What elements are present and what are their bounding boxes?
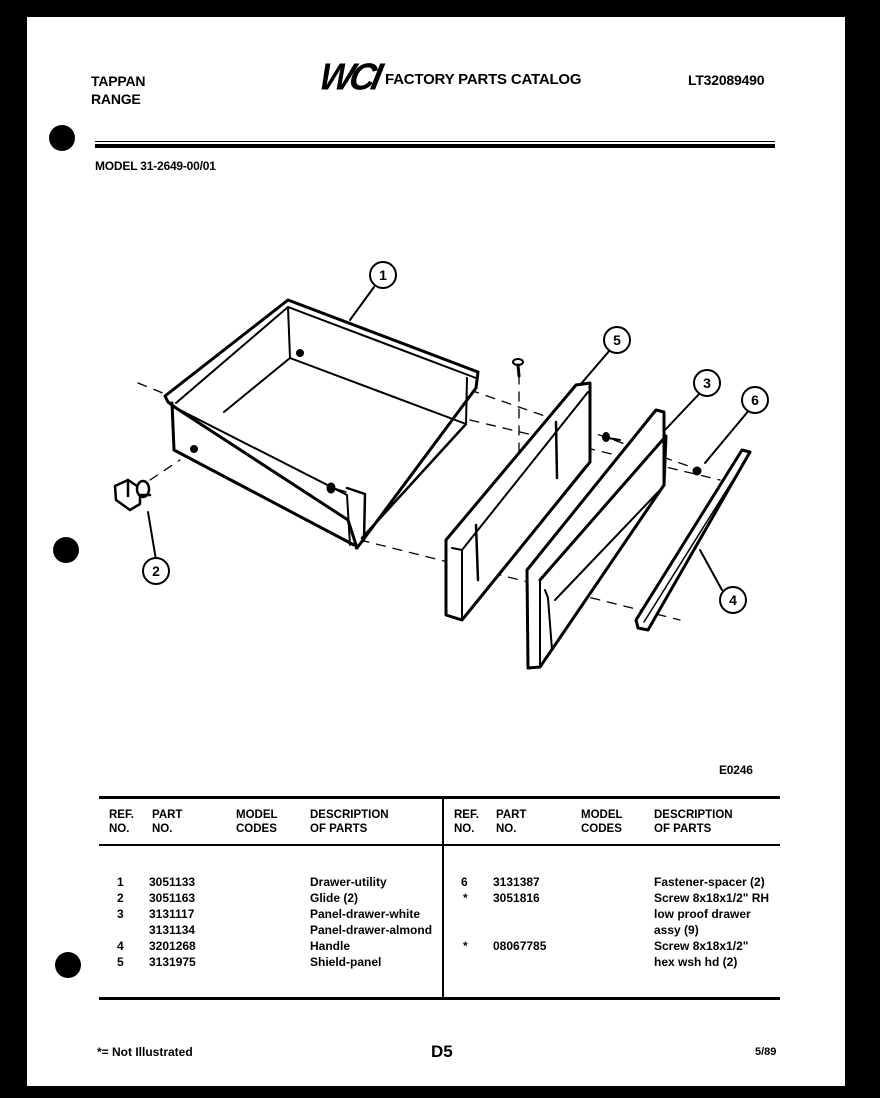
table-top-rule [99, 796, 780, 799]
callout-4: 4 [729, 592, 737, 608]
header-description-left: DESCRIPTION OF PARTS [310, 809, 389, 835]
header-part-no-right: PART NO. [496, 809, 527, 835]
header-model-codes-right: MODEL CODES [581, 809, 623, 835]
catalog-title: FACTORY PARTS CATALOG [385, 71, 582, 88]
page-number: D5 [431, 1042, 453, 1061]
table-header-rule [99, 844, 780, 846]
revision-date: 5/89 [755, 1046, 777, 1058]
callout-6: 6 [751, 392, 759, 408]
fastener-spacer-part-6 [693, 467, 701, 475]
glide-part-2 [115, 480, 150, 510]
callout-5: 5 [613, 332, 621, 348]
brand-name: TAPPAN [91, 73, 146, 89]
callout-3: 3 [703, 375, 711, 391]
callout-2: 2 [152, 563, 160, 579]
not-illustrated-note: *= Not Illustrated [97, 1045, 193, 1059]
exploded-parts-diagram [27, 17, 845, 777]
catalog-number: LT32089490 [688, 72, 765, 88]
header-description-right: DESCRIPTION OF PARTS [654, 809, 733, 835]
drawer-utility-part-1 [165, 300, 478, 548]
binder-hole-bottom [55, 952, 81, 978]
header-ref-no-right: REF. NO. [454, 809, 479, 835]
screw [513, 359, 523, 376]
header-part-no-left: PART NO. [152, 809, 183, 835]
table-bottom-rule [99, 997, 780, 1000]
header-model-codes-left: MODEL CODES [236, 809, 278, 835]
header-ref-no-left: REF. NO. [109, 809, 134, 835]
screw-side [603, 433, 620, 441]
catalog-page: TAPPAN RANGE WCI FACTORY PARTS CATALOG LT32089490 MODEL 31-2649-00/01 1 2 3 4 5 6 E0246 REF. NO. PART NO. MODEL CODES DESCRIPTION OF PARTS REF. NO. PART NO. MODEL CODES DESCRIPTION OF PARTS 1 3051133 Drawer-utility 2 3051163 Glide (2) 3 3131117 Panel-drawer-white 3131134 Panel-drawer-almond 4 3201268 Handle 5 3131975 Shield-panel 6 3131387 Fastener-spacer (2) * 3051816 Screw 8x18x1/2" RH low proof drawer assy (9) * 08067785 Screw 8x18x1/2" hex wsh hd (2) *= Not Illustrated D5 5/89 [27, 17, 845, 1086]
wci-logo: WCI [315, 54, 383, 98]
table-column-divider [442, 796, 444, 999]
drawing-code: E0246 [719, 763, 753, 777]
model-number: MODEL 31-2649-00/01 [95, 159, 216, 173]
product-type: RANGE [91, 91, 141, 107]
callout-1: 1 [379, 267, 387, 283]
